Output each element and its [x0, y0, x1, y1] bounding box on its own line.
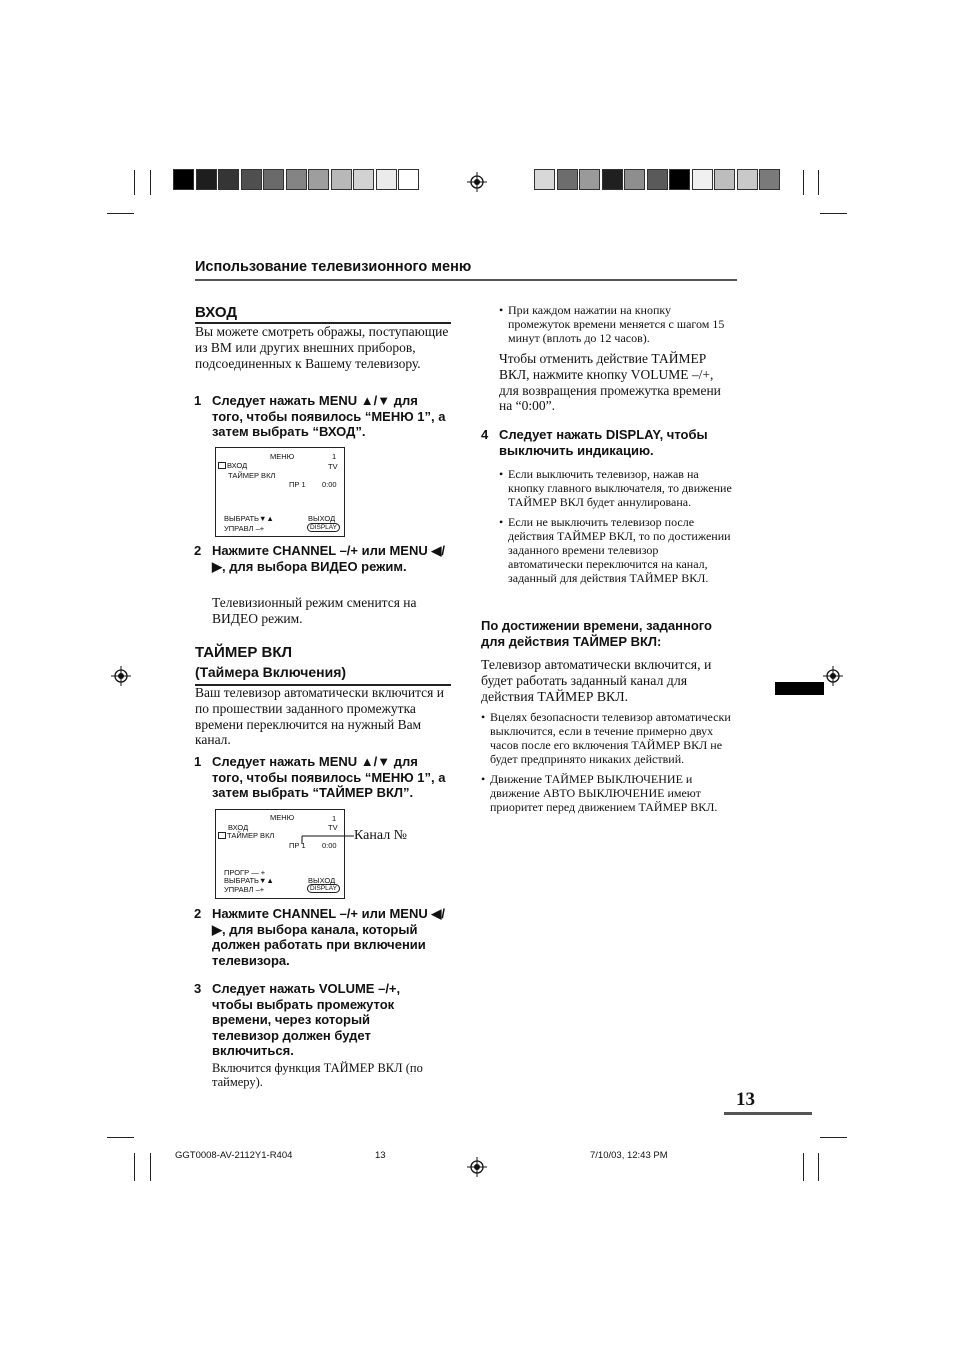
page-number: 13 [736, 1089, 755, 1110]
color-swatch [647, 169, 668, 190]
step-text: Нажмите CHANNEL –/+ или MENU ◀/▶, для выбора ВИДЕО режим. [212, 543, 445, 574]
channel-callout: Канал № [354, 828, 408, 843]
color-swatch [331, 169, 352, 190]
menu-item-vhod: ВХОД [218, 461, 247, 470]
color-swatch [263, 169, 284, 190]
color-swatch [241, 169, 262, 190]
menu-screen-timer [215, 809, 345, 899]
vhod-step-2 [194, 543, 451, 574]
color-swatch [557, 169, 578, 190]
menu-item-timer: ТАЙМЕР ВКЛ [228, 471, 276, 480]
color-swatch [737, 169, 758, 190]
vhod-step-1 [194, 393, 451, 440]
menu-item-vhod-value: TV [328, 823, 338, 832]
timer-step-1 [194, 754, 451, 801]
timer-intro: Ваш телевизор автоматически включится и по прошествии заданного промежутка времени переключится на нужный Вам канал. [195, 685, 444, 748]
step-number: 2 [194, 543, 202, 558]
bullet-list-top [499, 303, 734, 351]
menu-item-vhod-value: TV [328, 462, 338, 471]
color-swatch [376, 169, 397, 190]
color-swatch [398, 169, 419, 190]
color-swatch [759, 169, 780, 190]
list-item: • Движение ТАЙМЕР ВЫКЛЮЧЕНИЕ и движение АВТО ВЫКЛЮЧЕНИЕ имеют приоритет перед движением ТАЙМЕР ВКЛ. [481, 772, 737, 814]
timer-subheading: (Таймера Включения) [195, 664, 347, 680]
color-swatch [218, 169, 239, 190]
registration-mark-icon [467, 172, 487, 192]
menu-item-vhod: ВХОД [228, 823, 249, 832]
cursor-icon [218, 462, 226, 469]
color-swatch [602, 169, 623, 190]
callout-leader-line [300, 830, 356, 846]
menu-title: МЕНЮ [270, 813, 295, 822]
bullet-list-b [481, 710, 737, 820]
timer-heading: ТАЙМЕР ВКЛ [195, 644, 293, 661]
color-swatch [308, 169, 329, 190]
menu-select: ВЫБРАТЬ▼▲ [224, 514, 274, 523]
menu-number: 1 [332, 814, 337, 823]
menu-control: УПРАВЛ –+ [224, 524, 265, 533]
menu-title: МЕНЮ [270, 452, 295, 461]
step-number: 2 [194, 906, 202, 921]
menu-item-timer: ТАЙМЕР ВКЛ [218, 831, 274, 840]
step-number: 1 [194, 393, 202, 408]
footer-page: 13 [375, 1150, 386, 1161]
footer-code: GGT0008-AV-2112Y1-R404 [175, 1150, 293, 1161]
trigger-paragraph: Телевизор автоматически включится, и будет работать заданный канал для действия ТАЙМЕР ВКЛ. [481, 657, 712, 704]
menu-pr: ПР 1 [289, 841, 306, 850]
step-number: 4 [481, 427, 489, 442]
menu-select: ВЫБРАТЬ▼▲ [224, 876, 274, 885]
page-number-rule [724, 1112, 812, 1115]
menu-time: 0:00 [322, 841, 337, 850]
bullet-list-a [499, 467, 734, 591]
color-swatch [196, 169, 217, 190]
menu-exit: ВЫХОД [308, 514, 336, 523]
menu-number: 1 [332, 452, 337, 461]
step-text: Следует нажать VOLUME –/+, чтобы выбрать промежуток времени, через который телевизор должен будет включиться. [212, 981, 401, 1058]
color-swatch [714, 169, 735, 190]
step-number: 3 [194, 981, 202, 996]
menu-time: 0:00 [322, 480, 337, 489]
step-text: Следует нажать DISPLAY, чтобы выключить индикацию. [499, 427, 708, 458]
vhod-intro: Вы можете смотреть ображы, поступающие из ВМ или других внешних приборов, подсоединенных к Вашему телевизору. [195, 324, 449, 371]
list-item: • При каждом нажатии на кнопку промежуток времени меняется с шагом 15 минут (вплоть до 12 часов). [499, 303, 734, 345]
color-swatch [624, 169, 645, 190]
vhod-heading: ВХОД [195, 304, 238, 321]
section-header: Использование телевизионного меню [195, 259, 737, 281]
timer-step-2 [194, 906, 451, 968]
list-item: • Если не выключить телевизор после действия ТАЙМЕР ВКЛ, то по достижении заданного времени телевизор автоматически переключится на канал, заданный для действия ТАЙМЕР ВКЛ. [499, 515, 734, 585]
registration-mark-icon [823, 666, 843, 686]
menu-exit: ВЫХОД [308, 876, 336, 885]
color-swatch [692, 169, 713, 190]
menu-pr: ПР 1 [289, 480, 306, 489]
menu-display: DISPLAY [307, 884, 340, 893]
step-4 [481, 427, 734, 458]
trigger-subheading: По достижении времени, заданного для действия ТАЙМЕР ВКЛ: [481, 618, 712, 649]
menu-screen-vhod [215, 447, 345, 537]
registration-mark-icon [111, 666, 131, 686]
color-swatch [534, 169, 555, 190]
color-swatch [173, 169, 194, 190]
step-text: Нажмите CHANNEL –/+ или MENU ◀/▶, для выбора канала, который должен работать при включении телевизора. [212, 906, 445, 968]
color-swatch [669, 169, 690, 190]
timer-step-3-note: Включится функция ТАЙМЕР ВКЛ (по таймеру). [212, 1061, 423, 1089]
menu-display: DISPLAY [307, 523, 340, 532]
menu-prog: ПРОГР — + [224, 868, 266, 877]
cursor-icon [218, 832, 226, 839]
section-tab-marker [775, 682, 824, 695]
menu-control: УПРАВЛ –+ [224, 885, 265, 894]
vhod-step-2-note: Телевизионный режим сменится на ВИДЕО режим. [212, 595, 417, 626]
step-text: Следует нажать MENU ▲/▼ для того, чтобы появилось “МЕНЮ 1”, а затем выбрать “ТАЙМЕР ВКЛ”. [212, 754, 446, 800]
cancel-note: Чтобы отменить действие ТАЙМЕР ВКЛ, нажмите кнопку VOLUME –/+, для возвращения промежутка времени на “0:00”. [499, 351, 721, 414]
timer-step-3 [194, 981, 427, 1059]
step-number: 1 [194, 754, 202, 769]
list-item: • Если выключить телевизор, нажав на кнопку главного выключателя, то движение ТАЙМЕР ВКЛ будет аннулирована. [499, 467, 734, 509]
list-item: • Вцелях безопасности телевизор автоматически выключится, если в течение примерно двух часов после его включения ТАЙМЕР ВКЛ не будет предпринято никаких действий. [481, 710, 737, 766]
color-swatch [353, 169, 374, 190]
color-swatch [579, 169, 600, 190]
footer-date: 7/10/03, 12:43 PM [590, 1150, 668, 1161]
color-swatch [286, 169, 307, 190]
step-text: Следует нажать MENU ▲/▼ для того, чтобы появилось “МЕНЮ 1”, а затем выбрать “ВХОД”. [212, 393, 446, 439]
registration-mark-icon [467, 1157, 487, 1177]
